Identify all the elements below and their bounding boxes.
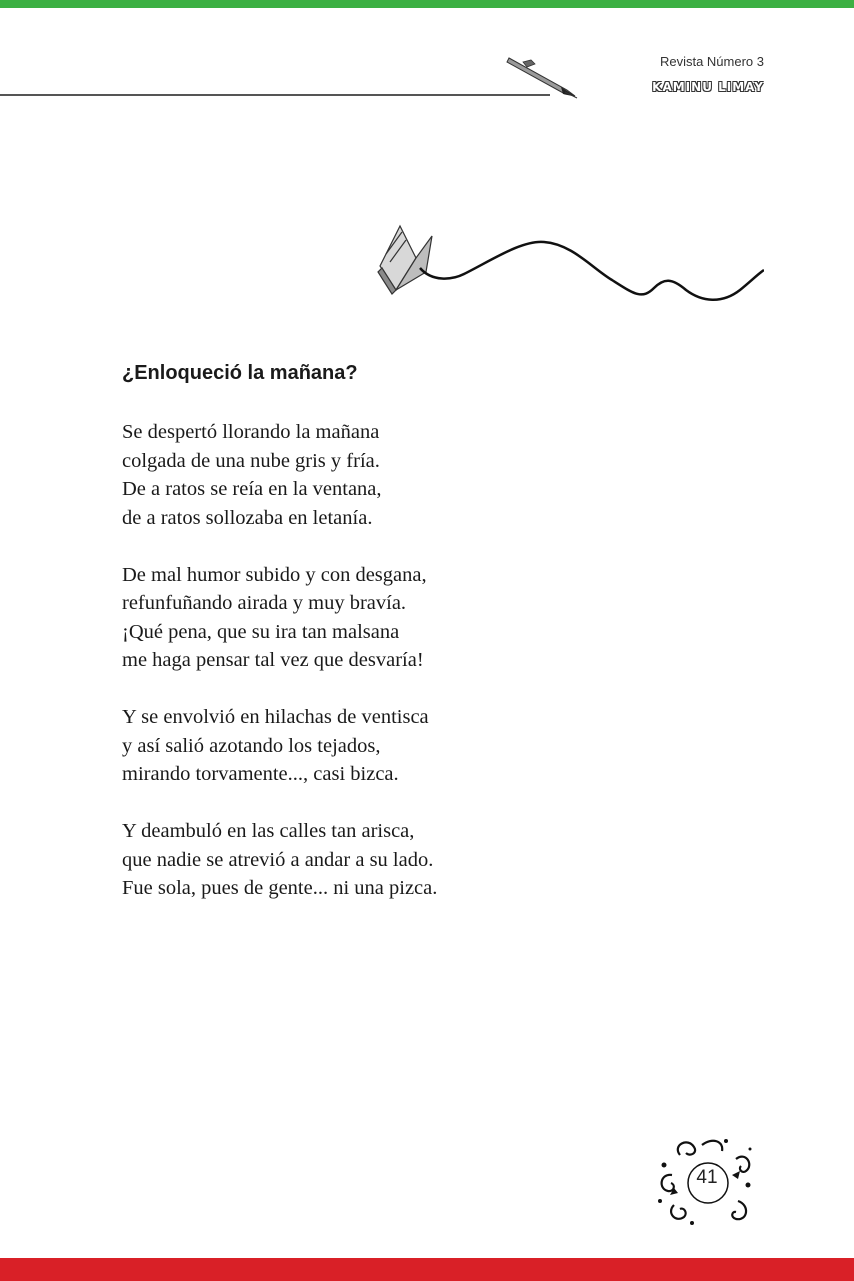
poem-line: Y se envolvió en hilachas de ventisca [122,706,429,728]
poem-line: De mal humor subido y con desgana, [122,563,427,586]
poem-line: y así salió azotando los tejados, [122,734,381,757]
stanza [122,703,437,789]
poem-body [122,418,437,931]
stanza [122,418,437,532]
poem-line: Se despertó llorando la mañana [122,421,380,443]
top-color-bar [0,0,854,8]
poem-line: me haga pensar tal vez que desvaría! [122,649,424,671]
stanza [122,561,437,675]
poem-line: Y deambuló en las calles tan arisca, [122,820,415,842]
poem-line: colgada de una nube gris y fría. [122,449,380,472]
poem-line: que nadie se atrevió a andar a su lado. [122,848,434,871]
stanza [122,817,437,903]
poem-line: ¡Qué pena, que su ira tan malsana [122,620,400,643]
fountain-pen-icon [505,52,580,100]
page-number: 41 [696,1167,718,1188]
poem-line: mirando torvamente..., casi bizca. [122,763,399,785]
magazine-issue-label: Revista Número 3 [659,54,764,69]
poem-line: De a ratos se reía en la ventana, [122,478,382,500]
poem-line: refunfuñando airada y muy bravía. [122,592,407,614]
header-rule [0,94,550,96]
poem-line: Fue sola, pues de gente... ni una pizca. [122,877,438,899]
bottom-color-bar [0,1258,854,1281]
poem-title: ¿Enloqueció la mañana? [122,362,358,384]
open-book-icon [372,218,764,308]
magazine-name-logo: KAMINU LIMAY [652,80,764,94]
poem-line: de a ratos sollozaba en letanía. [122,506,373,529]
